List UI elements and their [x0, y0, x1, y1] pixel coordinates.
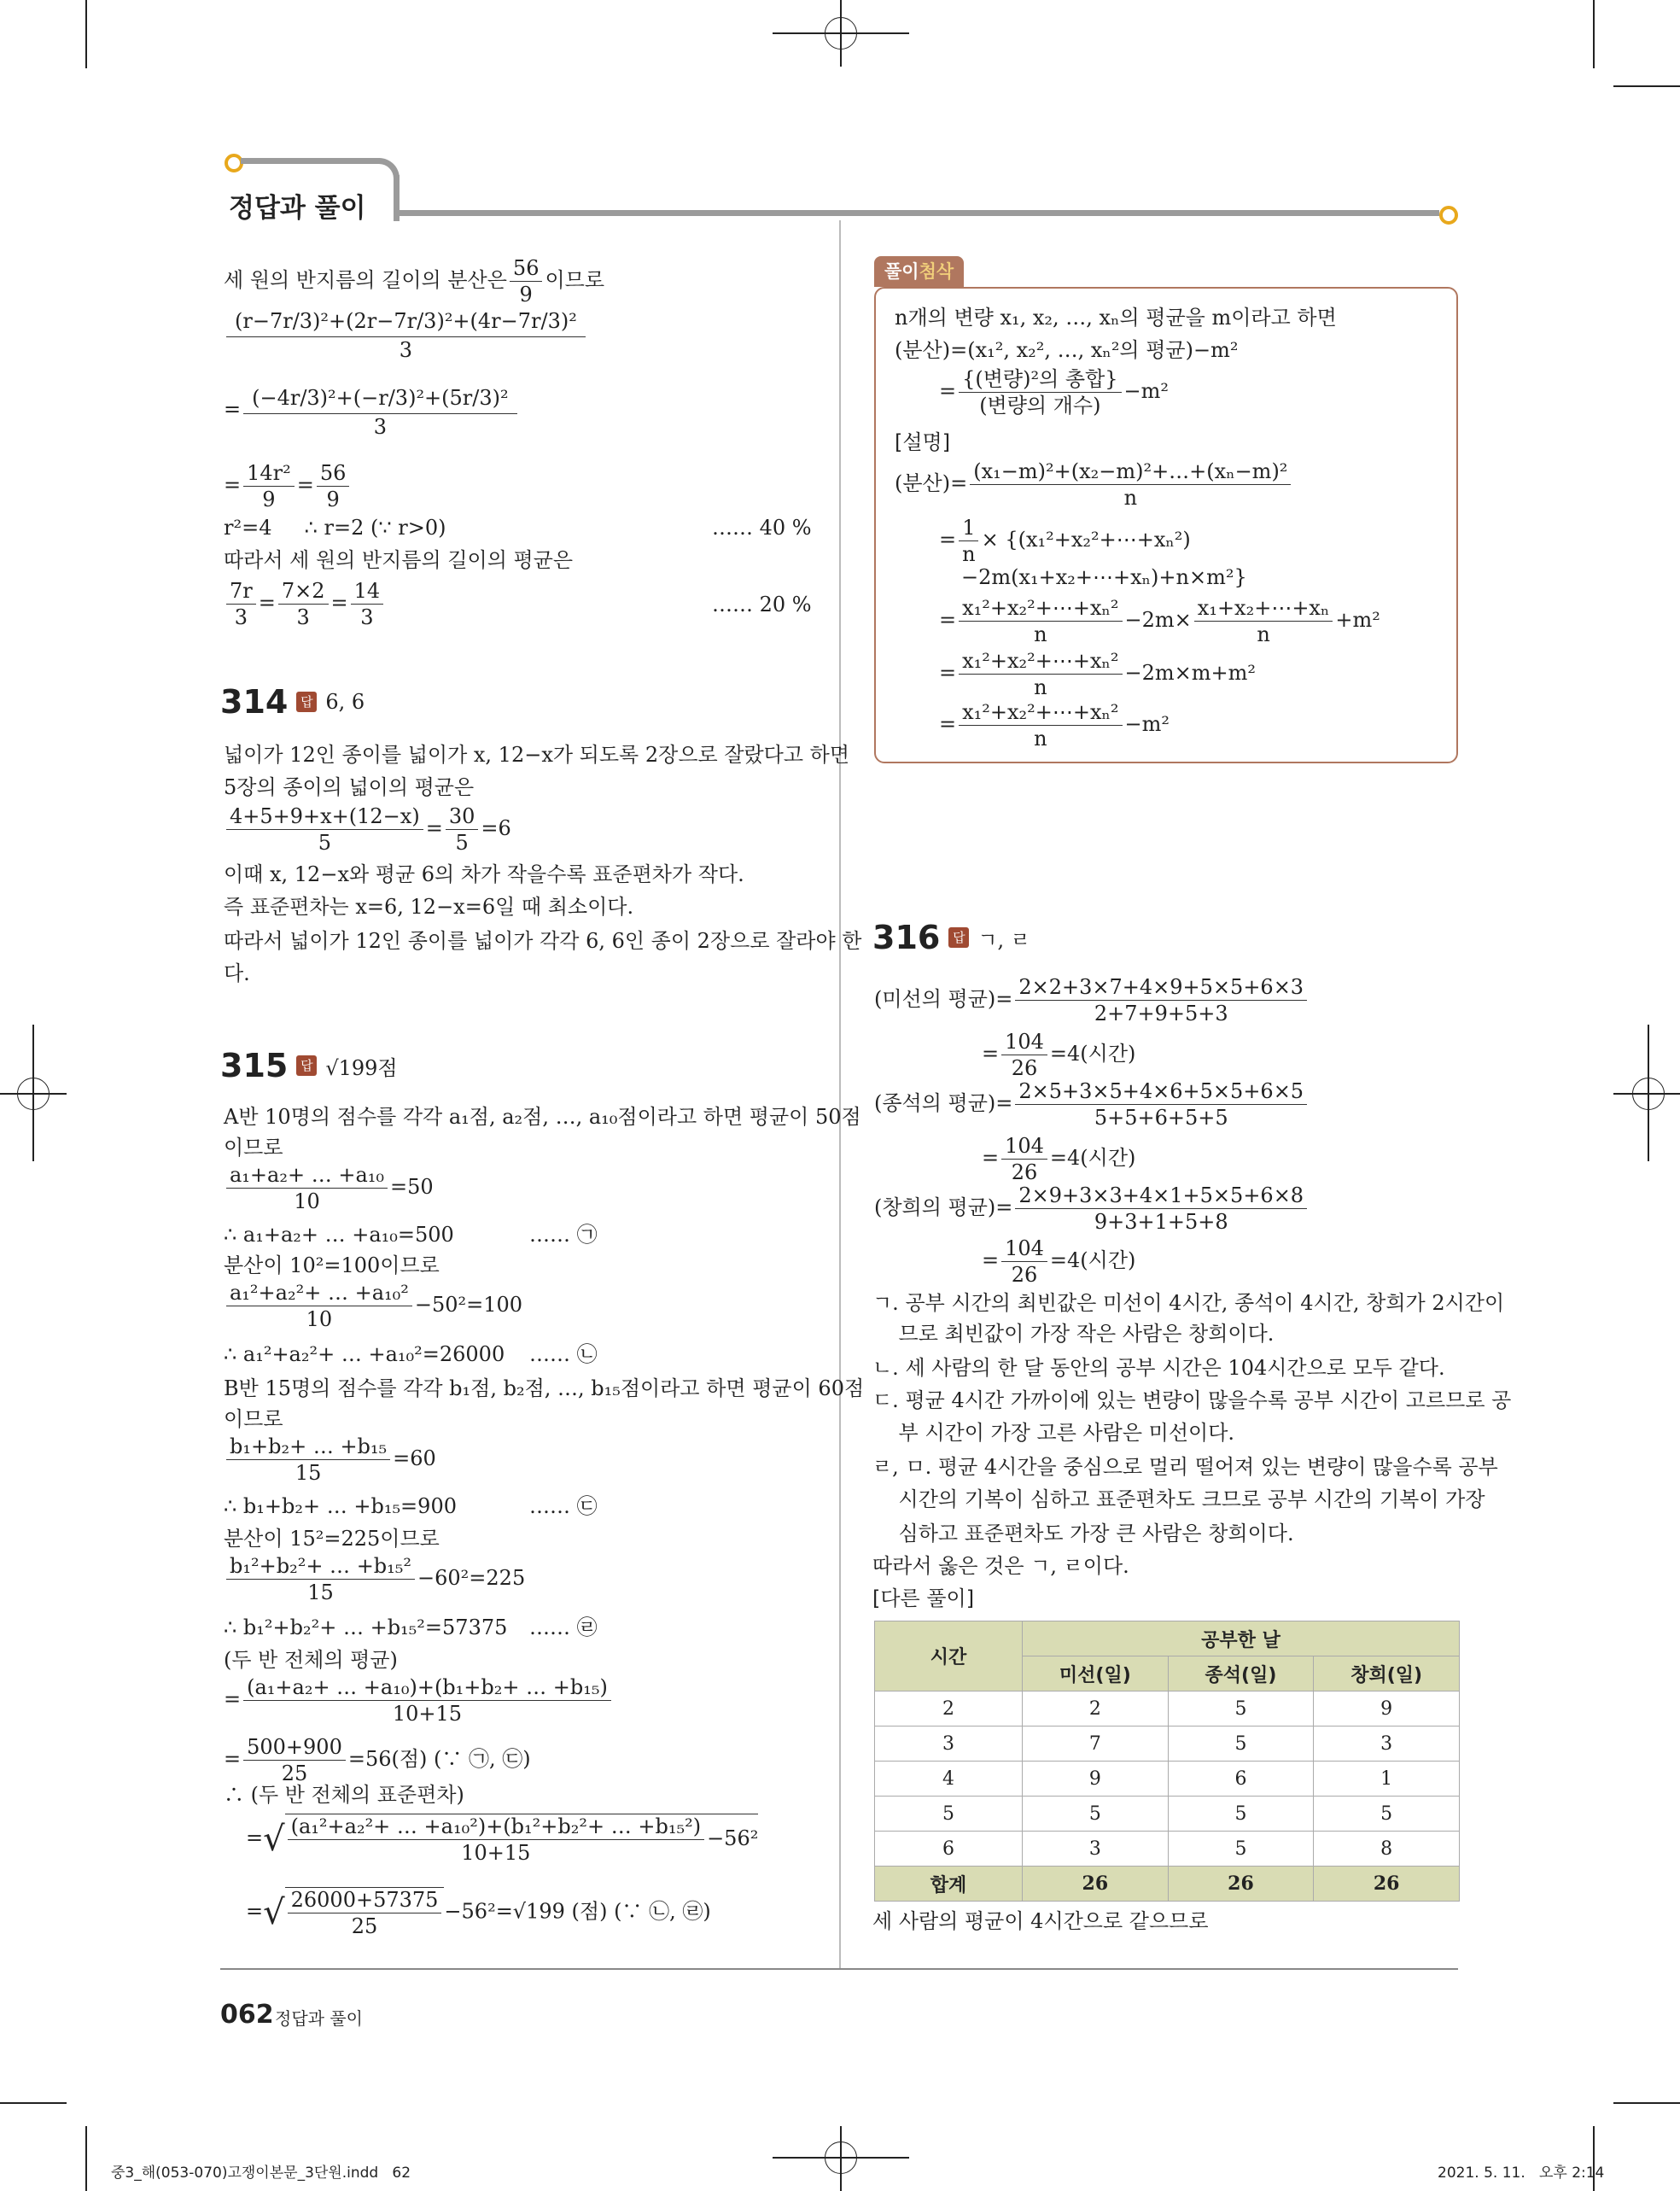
mark-d: …… ㉣: [529, 1615, 598, 1639]
table-cell: 3: [1314, 1727, 1460, 1762]
header-line-bottom: [394, 210, 1439, 216]
tip-line: = $\frac{1}{n}$ × {(x₁²+x₂²+⋯+xₙ²): [939, 516, 1191, 566]
p315-line: ∴ b₁+b₂+ … +b₁₅=900: [224, 1494, 457, 1518]
table-cell: 3: [875, 1727, 1023, 1762]
ms-mean: (미선의 평균)= $\frac{2\times 2+3\times 7+4\times 9+5\times 5+6\times 3}{2+7+9+5+3}$: [874, 975, 1310, 1025]
crop-mark: [85, 2126, 87, 2191]
ch-result: = $\frac{104}{26}$ =4(시간): [982, 1236, 1136, 1287]
registration-circle: [825, 17, 857, 50]
table-row: [875, 1691, 1460, 1727]
p316-item: 부 시간이 가장 고른 사람은 미선이다.: [872, 1421, 1235, 1445]
tip-line: n개의 변량 x₁, x₂, …, xₙ의 평균을 m이라고 하면: [895, 306, 1337, 330]
table-header: 미선(일): [1023, 1656, 1169, 1691]
p315-line: 분산이 15²=225이므로: [224, 1527, 440, 1551]
answer-text: √199점: [325, 1055, 398, 1080]
p315-line: A반 10명의 점수를 각각 a₁점, a₂점, …, a₁₀점이라고 하면 평균이 50점: [224, 1105, 861, 1129]
p315-eq: = $\frac{500+900}{25}$ =56(점) (∵ ㉠, ㉢): [224, 1735, 531, 1785]
p314-line: 넓이가 12인 종이를 넓이가 x, 12−x가 되도록 2장으로 잘랐다고 하면: [224, 743, 850, 767]
p316-item: 따라서 옳은 것은 ㄱ, ㄹ이다.: [872, 1554, 1129, 1578]
tip-tag-b: 첨삭: [919, 261, 954, 282]
p314-line: 이때 x, 12−x와 평균 6의 차가 작을수록 표준편차가 작다.: [224, 862, 744, 886]
p316-item: 심하고 표준편차도 가장 큰 사람은 창희이다.: [872, 1522, 1294, 1545]
answer-badge: 답: [948, 927, 969, 948]
mean-line: $\frac{7r}{3}$ = $\frac{7\times 2}{3}$ = $\frac{14}{3}$: [224, 579, 386, 629]
p316-last: 세 사람의 평균이 4시간으로 같으므로: [872, 1909, 1209, 1933]
p315-line: 분산이 10²=100이므로: [224, 1253, 440, 1277]
p315-line: ∴ b₁²+b₂²+ … +b₁₅²=57375: [224, 1615, 508, 1639]
table-total-row: [875, 1867, 1460, 1902]
js-result: = $\frac{104}{26}$ =4(시간): [982, 1134, 1136, 1184]
tip-line: = $\frac{\text{x₁²+x₂²+⋯+xₙ²}}{n}$ −2m× $\frac{\text{x₁+x₂+⋯+xₙ}}{n}$ +m²: [939, 596, 1380, 646]
p315-eq: = $\frac{\text{(a₁+a₂+ … +a₁₀)+(b₁+b₂+ … +b₁₅)}}{10+15}$: [224, 1675, 614, 1726]
variance-expression-1: $\frac{\text{(r−7r/3)²+(2r−7r/3)²+(4r−7r/3)²}}{3}$: [224, 306, 588, 362]
table-cell: 26: [1168, 1867, 1314, 1902]
p315-line: 이므로: [224, 1136, 283, 1160]
slug-file: 중3_해(053-070)고쟁이본문_3단원.indd 62: [111, 2165, 411, 2182]
p315-sqrt-1: =√ $\frac{\text{(a₁²+a₂²+ … +a₁₀²)+(b₁²+b₂²+ … +b₁₅²)}}{10+15}$ −56²: [246, 1814, 759, 1865]
crop-mark: [1613, 85, 1680, 87]
p315-line: ∴ (두 반 전체의 표준편차): [224, 1783, 464, 1807]
crop-mark: [85, 0, 87, 68]
table-row: [875, 1762, 1460, 1797]
registration-circle: [825, 2141, 857, 2174]
problem-number: 316: [872, 919, 941, 956]
crop-mark: [1593, 0, 1595, 68]
table-cell: 4: [875, 1762, 1023, 1797]
crop-mark: [0, 2102, 67, 2104]
tip-explain: [설명]: [895, 430, 951, 454]
table-cell: 6: [1168, 1762, 1314, 1797]
tip-line: = $\frac{\text{x₁²+x₂²+⋯+xₙ²}}{n}$ −2m×m+m²: [939, 649, 1257, 699]
p315-line: (두 반 전체의 평균): [224, 1648, 398, 1672]
table-cell: 9: [1023, 1762, 1169, 1797]
p314-mean: $\frac{4+5+9+x+(12-x)}{5}$ = $\frac{30}{5}$ =6: [224, 804, 511, 855]
other-solution-label: [다른 풀이]: [872, 1586, 975, 1610]
p316-item: 므로 최빈값이 가장 작은 사람은 창희이다.: [872, 1322, 1275, 1346]
p315-line: ∴ a₁+a₂+ … +a₁₀=500: [224, 1223, 454, 1247]
tip-line: (분산)=(x₁², x₂², …, xₙ²의 평균)−m²: [895, 338, 1239, 362]
p315-line: B반 15명의 점수를 각각 b₁점, b₂점, …, b₁₅점이라고 하면 평균이 60점: [224, 1376, 865, 1400]
p314-line: 5장의 종이의 넓이의 평균은: [224, 775, 475, 799]
table-header: 종석(일): [1168, 1656, 1314, 1691]
p316-item: ㄷ. 평균 4시간 가까이에 있는 변량이 많을수록 공부 시간이 고르므로 공: [872, 1388, 1512, 1412]
table-cell: 9: [1314, 1691, 1460, 1727]
table-cell: 2: [875, 1691, 1023, 1727]
table-cell: 3: [1023, 1832, 1169, 1867]
p316-item: 시간의 기복이 심하고 표준편차도 크므로 공부 시간의 기복이 가장: [872, 1487, 1485, 1511]
table-header: 시간: [875, 1621, 1023, 1691]
table-header: 창희(일): [1314, 1656, 1460, 1691]
problem-315-header: [220, 1047, 398, 1084]
header-line-vert: [394, 175, 400, 209]
study-days-table: [874, 1621, 1460, 1902]
problem-number: 315: [220, 1047, 289, 1084]
p315-eq: $\frac{\text{b₁+b₂+ … +b₁₅}}{15}$ =60: [224, 1434, 436, 1485]
tip-line: = $\frac{\text{\{(변량)²의 총합\}}}{\text{(변량의 개수)}}$ −m²: [939, 367, 1170, 418]
tip-line: (분산)= $\frac{\text{(x₁−m)²+(x₂−m)²+…+(xₙ−m)²}}{n}$: [895, 459, 1293, 510]
answer-badge: 답: [296, 692, 317, 712]
problem-314-header: [220, 683, 365, 721]
table-cell: 7: [1023, 1727, 1169, 1762]
answer-badge: 답: [296, 1055, 317, 1076]
table-cell: 합계: [875, 1867, 1023, 1902]
p314-line: 다.: [224, 961, 250, 985]
mark-a: …… ㉠: [529, 1223, 598, 1247]
p316-item: ㄴ. 세 사람의 한 달 동안의 공부 시간은 104시간으로 모두 같다.: [872, 1356, 1445, 1380]
ch-mean: (창희의 평균)= $\frac{2\times 9+3\times 3+4\times 1+5\times 5+6\times 8}{9+3+1+5+8}$: [874, 1183, 1310, 1234]
table-cell: 5: [1168, 1797, 1314, 1832]
table-row: [875, 1797, 1460, 1832]
mark-c: …… ㉢: [529, 1494, 598, 1518]
variance-result: = $\frac{\text{14r²}}{9}$ = $\frac{56}{9}$: [224, 461, 352, 511]
p314-line: 즉 표준편차는 x=6, 12−x=6일 때 최소이다.: [224, 895, 634, 919]
table-row: [875, 1832, 1460, 1867]
footer-title: 정답과 풀이: [275, 2008, 363, 2029]
r-solution: r²=4 ∴ r=2 (∵ r>0): [224, 516, 446, 540]
mark-b: …… ㉡: [529, 1342, 598, 1366]
mean-intro: 따라서 세 원의 반지름의 길이의 평균은: [224, 548, 574, 572]
registration-circle: [17, 1078, 50, 1110]
slug-date: 2021. 5. 11. 오후 2:14: [1438, 2165, 1605, 2182]
p315-eq: $\frac{\text{a₁+a₂+ … +a₁₀}}{10}$ =50: [224, 1163, 434, 1213]
crop-mark: [1613, 2102, 1680, 2104]
header-dot-right: [1439, 206, 1458, 225]
footer-rule: [220, 1968, 1458, 1970]
answer-text: ㄱ, ㄹ: [977, 927, 1030, 952]
column-divider: [839, 220, 841, 1969]
p315-line: ∴ a₁²+a₂²+ … +a₁₀²=26000: [224, 1342, 505, 1366]
table-cell: 5: [1168, 1727, 1314, 1762]
header-line-top: [241, 158, 380, 164]
table-header: 공부한 날: [1023, 1621, 1460, 1656]
tip-tag: [874, 256, 964, 287]
p316-item: ㄱ. 공부 시간의 최빈값은 미선이 4시간, 종석이 4시간, 창희가 2시간이: [872, 1291, 1505, 1315]
table-cell: 26: [1314, 1867, 1460, 1902]
table-cell: 26: [1023, 1867, 1169, 1902]
registration-circle: [1632, 1078, 1665, 1110]
table-cell: 5: [875, 1797, 1023, 1832]
score-20: …… 20 %: [712, 593, 812, 616]
table-cell: 5: [1314, 1797, 1460, 1832]
p315-line: 이므로: [224, 1407, 283, 1431]
table-header-row: [875, 1621, 1460, 1656]
table-cell: 6: [875, 1832, 1023, 1867]
p314-line: 따라서 넓이가 12인 종이를 넓이가 각각 6, 6인 종이 2장으로 잘라야 한: [224, 929, 862, 953]
page-number: 062: [220, 2000, 274, 2030]
table-cell: 2: [1023, 1691, 1169, 1727]
table-cell: 1: [1314, 1762, 1460, 1797]
intro-line: 세 원의 반지름의 길이의 분산은 $\frac{56}{9}$ 이므로: [224, 256, 605, 307]
table-cell: 5: [1023, 1797, 1169, 1832]
score-40: …… 40 %: [712, 516, 812, 540]
table-cell: 8: [1314, 1832, 1460, 1867]
p316-item: ㄹ, ㅁ. 평균 4시간을 중심으로 멀리 떨어져 있는 변량이 많을수록 공부: [872, 1455, 1498, 1479]
answer-text: 6, 6: [325, 690, 365, 714]
problem-number: 314: [220, 683, 289, 721]
problem-316-header: [872, 919, 1030, 956]
table-row: [875, 1727, 1460, 1762]
p315-eq: $\frac{\text{a₁²+a₂²+ … +a₁₀²}}{10}$ −50²=100: [224, 1281, 522, 1331]
page-title: 정답과 풀이: [229, 193, 366, 224]
tip-line: −2m(x₁+x₂+⋯+xₙ)+n×m²}: [961, 565, 1247, 589]
variance-expression-2: = $\frac{\text{(−4r/3)²+(−r/3)²+(5r/3)²}}{3}$: [224, 383, 520, 439]
js-mean: (종석의 평균)= $\frac{2\times 5+3\times 5+4\times 6+5\times 5+6\times 5}{5+5+6+5+5}$: [874, 1079, 1310, 1130]
p315-eq: $\frac{\text{b₁²+b₂²+ … +b₁₅²}}{15}$ −60²=225: [224, 1554, 525, 1604]
table-cell: 5: [1168, 1832, 1314, 1867]
table-cell: 5: [1168, 1691, 1314, 1727]
ms-result: = $\frac{104}{26}$ =4(시간): [982, 1030, 1136, 1080]
p315-sqrt-2: =√ $\frac{26000+57375}{25}$ −56²=√199 (점) (∵ ㉡, ㉣): [246, 1888, 711, 1938]
tip-line: = $\frac{\text{x₁²+x₂²+⋯+xₙ²}}{n}$ −m²: [939, 700, 1170, 751]
tip-tag-a: 풀이: [884, 261, 919, 282]
